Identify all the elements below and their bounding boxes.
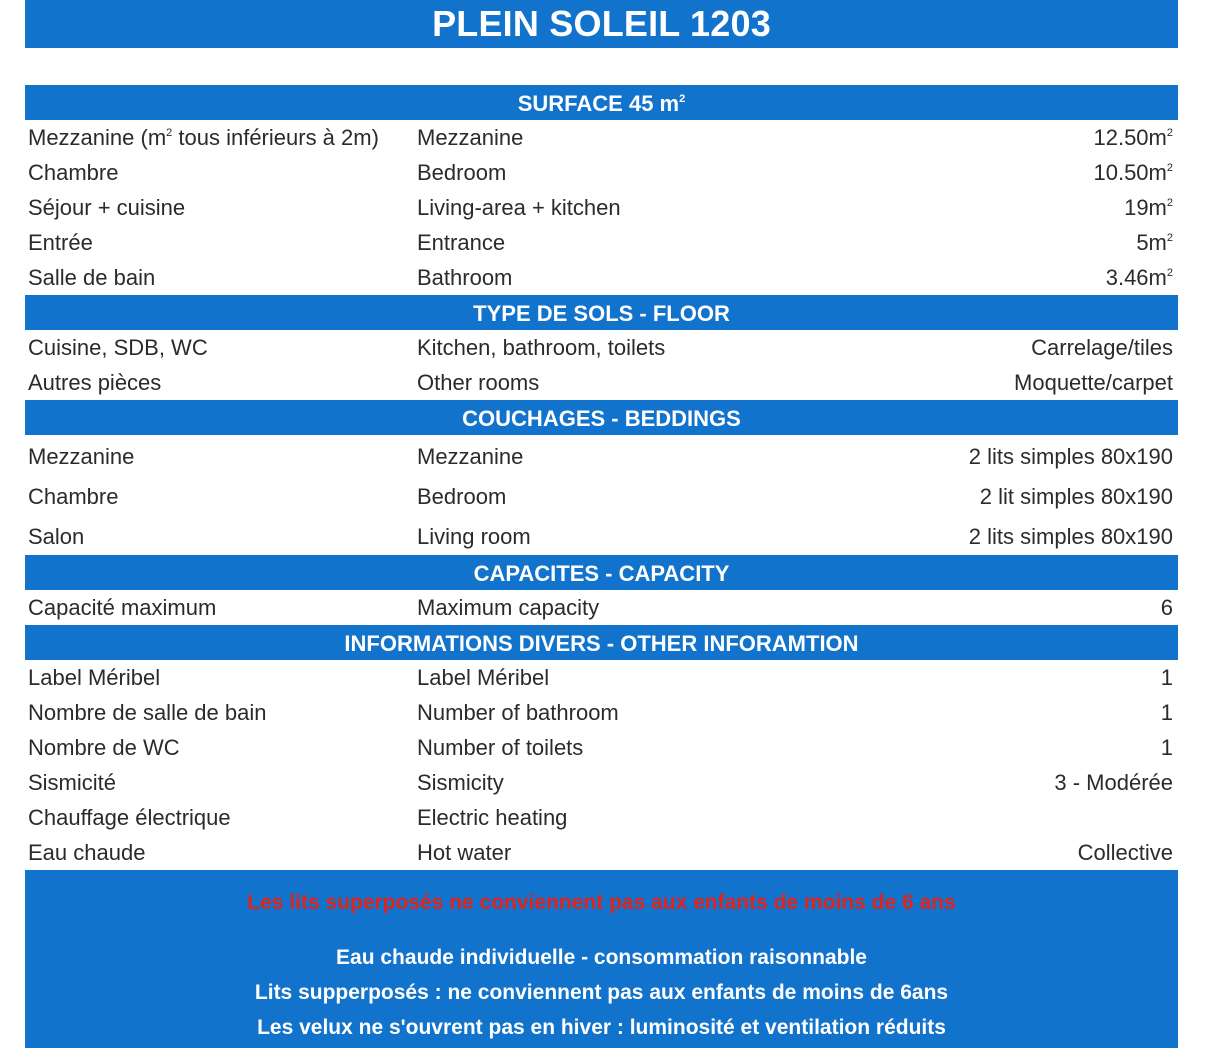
row-value: 2 lit simples 80x190 (979, 484, 1173, 509)
row-label-fr: Sismicité (28, 770, 117, 795)
row-label-en: Kitchen, bathroom, toilets (417, 335, 666, 360)
label-fr-text: Entrée (28, 230, 93, 255)
table-row (25, 190, 1178, 225)
row-value: Collective (1077, 840, 1173, 865)
value-text: 12.50m (1093, 125, 1167, 150)
row-value (1124, 190, 1173, 226)
row-label-fr: Salon (28, 524, 85, 549)
value-text: 3.46m (1105, 265, 1167, 290)
row-label-en: Label Méribel (417, 665, 550, 690)
row-value: 2 lits simples 80x190 (968, 524, 1173, 549)
warning-text: Les lits superposés ne conviennent pas aux enfants de moins de 6 ans (247, 891, 956, 914)
row-value: 3 - Modérée (1054, 770, 1173, 795)
row-label-en: Maximum capacity (417, 595, 600, 620)
table-row (25, 835, 1178, 870)
row-label-fr: Chauffage électrique (28, 805, 231, 830)
row-value: 2 lits simples 80x190 (968, 444, 1173, 469)
label-fr-sup: 2 (166, 127, 173, 139)
row-label-fr: Autres pièces (28, 370, 162, 395)
table-row (25, 225, 1178, 260)
value-sup: 2 (1166, 267, 1173, 279)
row-value (1106, 260, 1173, 296)
row-value (1093, 120, 1173, 156)
value-sup: 2 (1166, 197, 1173, 209)
row-label-fr (28, 190, 185, 226)
row-label-fr: Cuisine, SDB, WC (28, 335, 208, 360)
table-row (25, 475, 1178, 515)
value-text: 10.50m (1093, 160, 1167, 185)
spacer (25, 48, 1178, 85)
notice-line: Les velux ne s'ouvrent pas en hiver : luminosité et ventilation réduits (257, 1016, 946, 1039)
row-value (1136, 225, 1173, 261)
label-fr-text: Mezzanine (m (28, 125, 167, 150)
row-label-en: Sismicity (417, 770, 504, 795)
row-label-fr: Nombre de salle de bain (28, 700, 267, 725)
label-fr-tail: tous inférieurs à 2m) (172, 125, 379, 150)
table-row (25, 120, 1178, 155)
value-sup: 2 (1166, 162, 1173, 174)
row-label-en: Bedroom (417, 160, 507, 185)
row-label-fr: Capacité maximum (28, 595, 217, 620)
row-label-en: Number of bathroom (417, 700, 619, 725)
row-label-en: Number of toilets (417, 735, 584, 760)
section-header-floor: TYPE DE SOLS - FLOOR (25, 295, 1178, 330)
row-label-fr: Chambre (28, 484, 119, 509)
section-header-surface (25, 85, 1178, 120)
row-label-fr (28, 155, 118, 191)
row-label-fr: Eau chaude (28, 840, 146, 865)
table-row (25, 590, 1178, 625)
row-label-en: Bathroom (417, 265, 513, 290)
table-row (25, 730, 1178, 765)
row-label-en: Mezzanine (417, 125, 524, 150)
row-label-en: Living-area + kitchen (417, 195, 621, 220)
label-fr-text: Séjour + cuisine (28, 195, 186, 220)
section-header-capacity: CAPACITES - CAPACITY (25, 555, 1178, 590)
table-row (25, 260, 1178, 295)
row-value (1093, 155, 1173, 191)
label-fr-text: Salle de bain (28, 265, 156, 290)
row-label-fr (28, 260, 155, 296)
row-value: 1 (1160, 735, 1173, 760)
table-row (25, 155, 1178, 190)
section-header-info: INFORMATIONS DIVERS - OTHER INFORAMTION (25, 625, 1178, 660)
row-label-en: Bedroom (417, 484, 507, 509)
row-label-fr (28, 120, 379, 156)
table-row (25, 765, 1178, 800)
table-row (25, 515, 1178, 555)
table-row (25, 660, 1178, 695)
row-value: Carrelage/tiles (1031, 335, 1173, 360)
row-label-fr (28, 225, 93, 261)
table-row (25, 695, 1178, 730)
table-row (25, 330, 1178, 365)
row-label-en: Hot water (417, 840, 512, 865)
row-label-fr: Nombre de WC (28, 735, 180, 760)
row-label-fr: Label Méribel (28, 665, 161, 690)
section-header-beddings: COUCHAGES - BEDDINGS (25, 400, 1178, 435)
value-sup: 2 (1166, 127, 1173, 139)
label-fr-text: Chambre (28, 160, 119, 185)
value-text: 19m (1124, 195, 1167, 220)
value-text: 5m (1136, 230, 1167, 255)
row-label-en: Electric heating (417, 805, 568, 830)
row-label-fr: Mezzanine (28, 444, 135, 469)
table-row (25, 435, 1178, 475)
surface-heading-sup: 2 (679, 93, 686, 105)
notice-line: Eau chaude individuelle - consommation raisonnable (336, 946, 867, 969)
row-value: 1 (1160, 700, 1173, 725)
row-value: 6 (1160, 595, 1173, 620)
row-label-en: Mezzanine (417, 444, 524, 469)
surface-heading: SURFACE 45 m (517, 91, 680, 116)
notice-line: Lits supperposés : ne conviennent pas aux enfants de moins de 6ans (254, 981, 949, 1004)
row-label-en: Entrance (417, 230, 506, 255)
notice-box (25, 870, 1178, 1048)
row-value: Moquette/carpet (1014, 370, 1173, 395)
row-label-en: Living room (417, 524, 531, 549)
row-value: 1 (1160, 665, 1173, 690)
value-sup: 2 (1166, 232, 1173, 244)
table-row (25, 365, 1178, 400)
page-title: PLEIN SOLEIL 1203 (25, 0, 1178, 48)
property-sheet (25, 0, 1178, 1048)
row-label-en: Other rooms (417, 370, 540, 395)
table-row (25, 800, 1178, 835)
